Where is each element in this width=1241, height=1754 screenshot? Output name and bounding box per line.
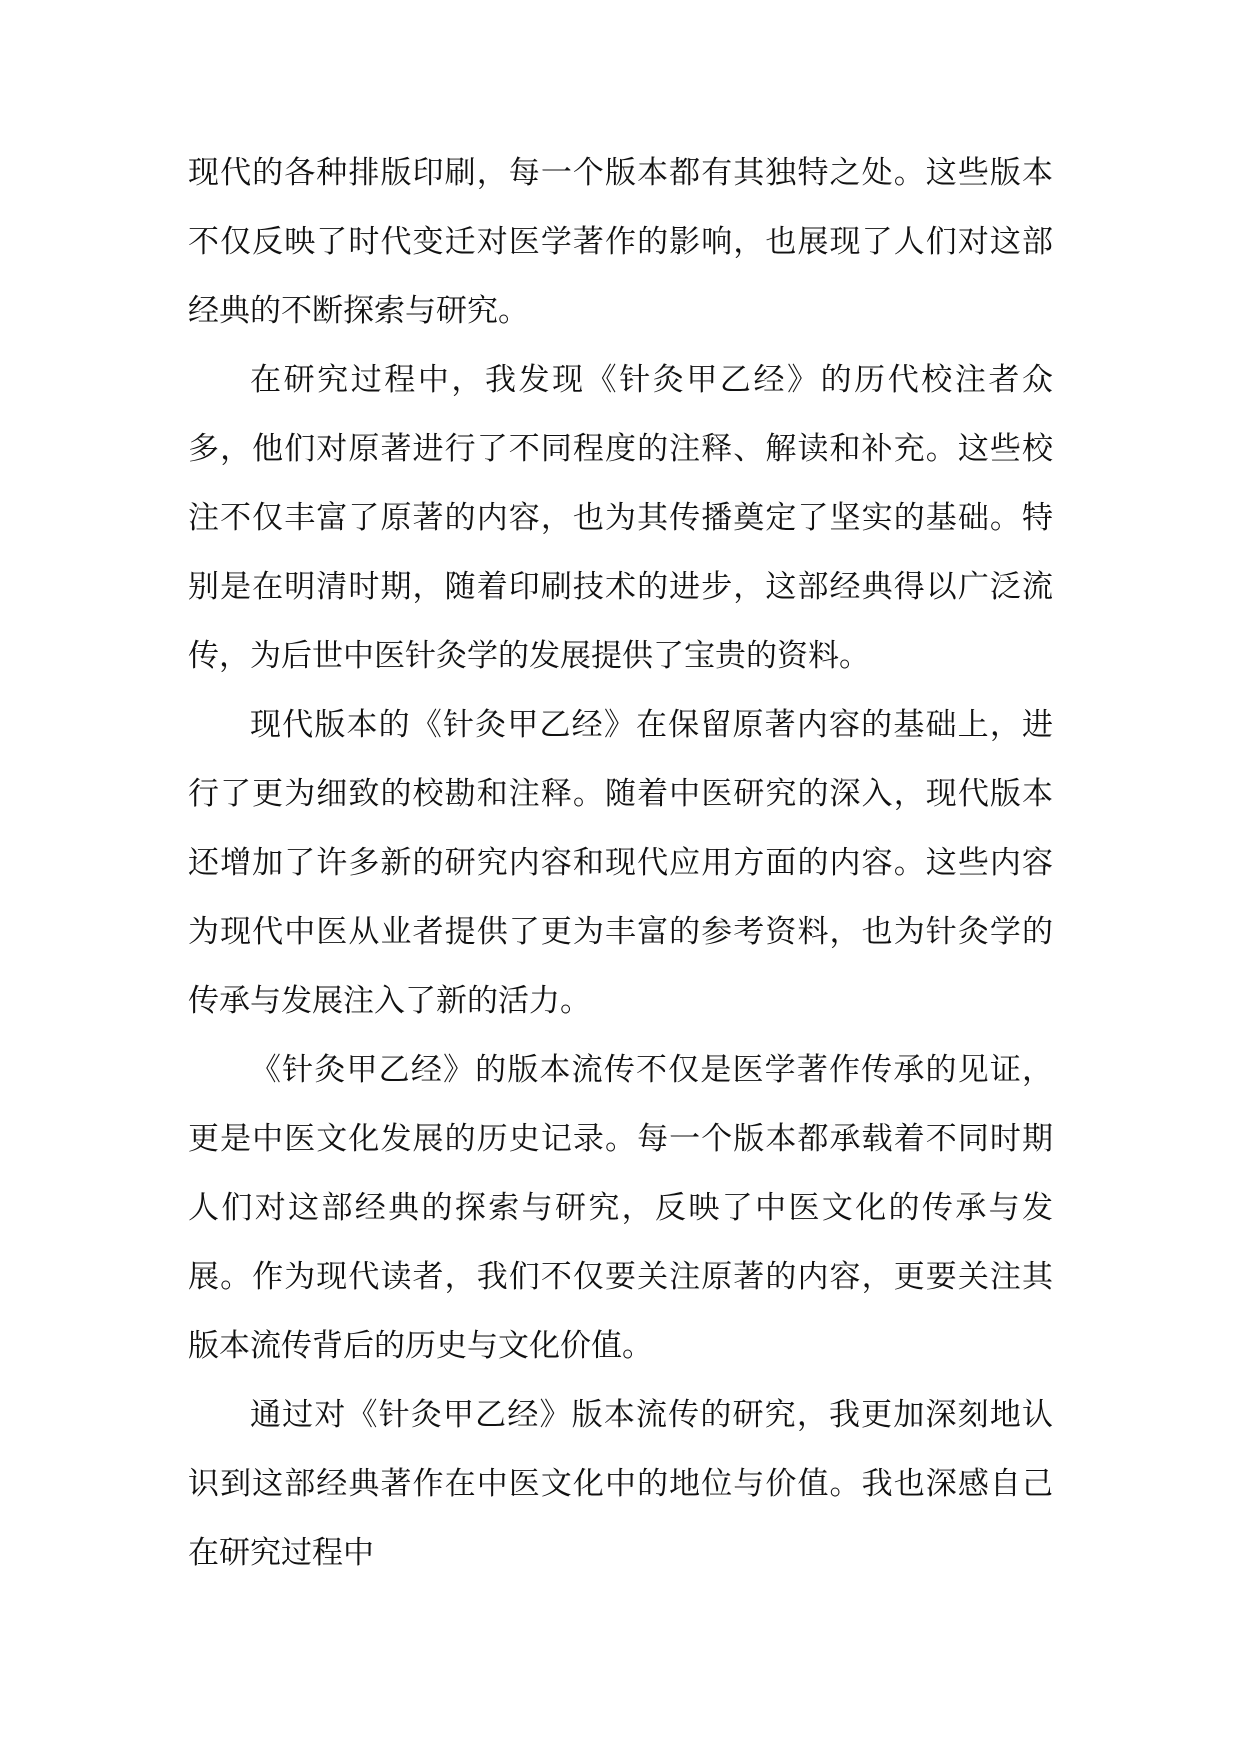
paragraph-cultural-value: 《针灸甲乙经》的版本流传不仅是医学著作传承的见证，更是中医文化发展的历史记录。每一个版本都承载着不同时期人们对这部经典的探索与研究，反映了中医文化的传承与发展。作为现代读者，我们不仅要关注原著的内容，更要关注其版本流传背后的历史与文化价值。 — [188, 1052, 1053, 1364]
paragraph-reflection: 通过对《针灸甲乙经》版本流传的研究，我更加深刻地认识到这部经典著作在中医文化中的地位与价值。我也深感自己在研究过程中 — [188, 1397, 1053, 1571]
paragraph-continuation: 现代的各种排版印刷，每一个版本都有其独特之处。这些版本不仅反映了时代变迁对医学著作的影响，也展现了人们对这部经典的不断探索与研究。 — [188, 155, 1053, 329]
paragraph-modern-editions: 现代版本的《针灸甲乙经》在保留原著内容的基础上，进行了更为细致的校勘和注释。随着中医研究的深入，现代版本还增加了许多新的研究内容和现代应用方面的内容。这些内容为现代中医从业者提供了更为丰富的参考资料，也为针灸学的传承与发展注入了新的活力。 — [188, 707, 1053, 1019]
document-body — [188, 139, 1053, 1588]
paragraph-collation-history: 在研究过程中，我发现《针灸甲乙经》的历代校注者众多，他们对原著进行了不同程度的注释、解读和补充。这些校注不仅丰富了原著的内容，也为其传播奠定了坚实的基础。特别是在明清时期，随着印刷技术的进步，这部经典得以广泛流传，为后世中医针灸学的发展提供了宝贵的资料。 — [188, 362, 1053, 674]
